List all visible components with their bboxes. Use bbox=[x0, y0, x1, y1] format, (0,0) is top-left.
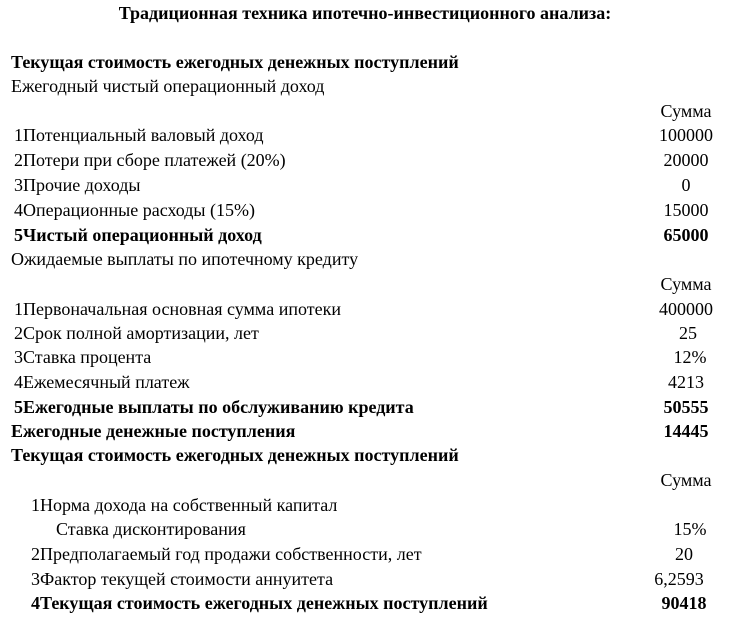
row-label: Ставка дисконтирования bbox=[56, 519, 246, 539]
total-row bbox=[0, 223, 730, 247]
section1-heading-text: Текущая стоимость ежегодных денежных поступлений bbox=[11, 52, 459, 72]
table-row bbox=[0, 173, 730, 197]
table-row bbox=[0, 198, 730, 222]
document-title: Традиционная техника ипотечно-инвестиционного анализа: bbox=[118, 3, 612, 23]
row-value: 15% bbox=[673, 519, 707, 539]
row-label: 4Операционные расходы (15%) bbox=[14, 200, 255, 220]
row-value: 4213 bbox=[668, 372, 704, 392]
row-value: 25 bbox=[679, 323, 697, 343]
row-label: 5Ежегодные выплаты по обслуживанию кредита bbox=[14, 397, 414, 417]
row-value: 14445 bbox=[663, 421, 709, 441]
total-row bbox=[0, 591, 730, 615]
row-value: 90418 bbox=[661, 593, 707, 613]
row-value: 65000 bbox=[663, 225, 709, 245]
table-row bbox=[0, 345, 730, 369]
row-label: 2Потери при сборе платежей (20%) bbox=[14, 150, 286, 170]
row-value: 100000 bbox=[659, 125, 713, 145]
table-row bbox=[0, 321, 730, 345]
amount-column-header: Сумма bbox=[660, 274, 712, 294]
section2-subheading bbox=[0, 247, 730, 271]
section3-heading-text: Текущая стоимость ежегодных денежных поступлений bbox=[11, 445, 459, 465]
row-value: 6,2593 bbox=[654, 569, 704, 589]
table-row bbox=[0, 123, 730, 147]
section3-heading bbox=[0, 443, 730, 467]
row-label: 3Фактор текущей стоимости аннуитета bbox=[31, 569, 334, 589]
row-label: 4Текущая стоимость ежегодных денежных поступлений bbox=[31, 593, 488, 613]
row-label: 1Первоначальная основная сумма ипотеки bbox=[14, 299, 341, 319]
row-label: Ежегодные денежные поступления bbox=[11, 421, 296, 441]
section2-subheading-text: Ожидаемые выплаты по ипотечному кредиту bbox=[11, 249, 359, 269]
row-label: 4Ежемесячный платеж bbox=[14, 372, 190, 392]
table-row bbox=[0, 542, 730, 566]
row-value: 12% bbox=[673, 347, 707, 367]
row-value: 0 bbox=[681, 175, 691, 195]
cashflow-row bbox=[0, 419, 730, 443]
amount-column-header: Сумма bbox=[660, 101, 712, 121]
table-row bbox=[0, 370, 730, 394]
table-row bbox=[0, 567, 730, 591]
row-label: 1Норма дохода на собственный капитал bbox=[31, 495, 338, 515]
row-label: 2Предполагаемый год продажи собственности, лет bbox=[31, 544, 422, 564]
section1-column-header bbox=[0, 99, 730, 123]
row-value: 50555 bbox=[663, 397, 709, 417]
row-value: 15000 bbox=[663, 200, 709, 220]
table-row bbox=[0, 148, 730, 172]
row-label: 3Прочие доходы bbox=[14, 175, 141, 195]
section1-subheading-text: Ежегодный чистый операционный доход bbox=[11, 76, 325, 96]
row-label: 3Ставка процента bbox=[14, 347, 152, 367]
row-label: 1Потенциальный валовый доход bbox=[14, 125, 264, 145]
amount-column-header: Сумма bbox=[660, 470, 712, 490]
section1-heading bbox=[0, 50, 730, 74]
table-row bbox=[0, 297, 730, 321]
section3-column-header bbox=[0, 468, 730, 492]
row-value: 400000 bbox=[659, 299, 713, 319]
section2-column-header bbox=[0, 272, 730, 296]
table-row bbox=[0, 517, 730, 541]
total-row bbox=[0, 395, 730, 419]
row-value: 20000 bbox=[663, 150, 709, 170]
row-value: 20 bbox=[675, 544, 693, 564]
row-label: 5Чистый операционный доход bbox=[14, 225, 262, 245]
row-label: 2Срок полной амортизации, лет bbox=[14, 323, 259, 343]
section1-subheading bbox=[0, 74, 730, 98]
table-row bbox=[0, 493, 730, 517]
